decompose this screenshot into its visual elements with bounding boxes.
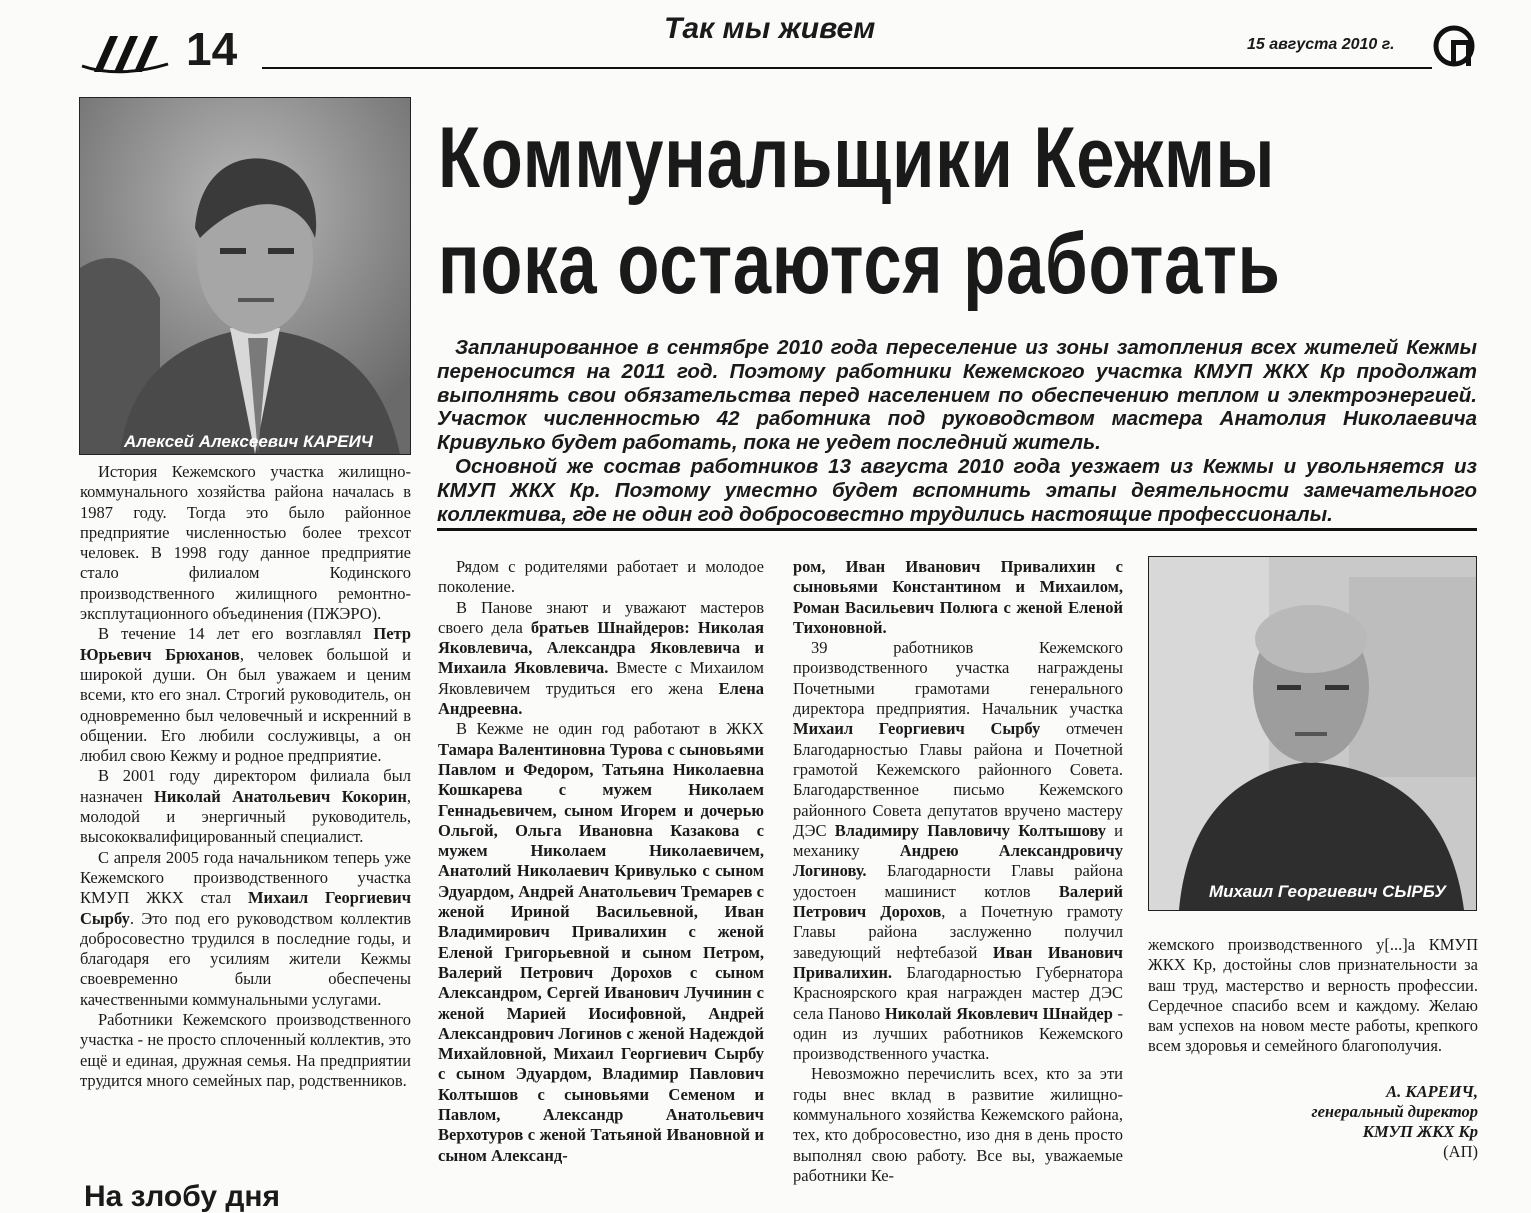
text: , а Почетную грамоту Главы района заслуженно получил заведующий нефтебазой bbox=[793, 902, 1123, 962]
text: , молодой и энергичный руководитель, высококвалифицированный специалист. bbox=[80, 786, 411, 847]
header-rule bbox=[262, 67, 1432, 69]
signature-org: КМУП ЖКХ Кр bbox=[1362, 1122, 1478, 1141]
lead-paragraph-1: Запланированное в сентябре 2010 года переселение из зоны затопления всех жителей Кежмы переносится на 2011 год. Поэтому работники Кежемского участка КМУП ЖКХ Кр продолжат выполнять свои обязательства перед населением по обеспечению теплом и электроэнергией. Участок численностью 42 работника под руководством мастера Анатолия Николаевича Кривулько будет работать, пока не уедет последний житель. bbox=[437, 336, 1477, 455]
person-name: Петр Юрьевич Брюханов bbox=[80, 624, 411, 664]
signature-title: генеральный директор bbox=[1311, 1102, 1478, 1121]
caption-kareich: Алексей Алексеевич КАРЕИЧ bbox=[124, 432, 373, 451]
person-name: Андрею Александровичу Логинову. bbox=[793, 841, 1123, 881]
person-name: братьев Шнайдеров: Николая Яковлевича, Александра Яковлевича и Михаила Яковлевича. bbox=[438, 617, 764, 678]
issue-date: 15 августа 2010 г. bbox=[1247, 36, 1395, 53]
person-name: Михаил Георгиевич Сырбу bbox=[793, 719, 1041, 739]
person-name: Николай Яковлевич Шнайдер bbox=[884, 1003, 1113, 1023]
col1-paragraph-4 bbox=[80, 848, 411, 1010]
newspaper-logo-icon bbox=[80, 30, 175, 78]
column-3 bbox=[793, 557, 1123, 1186]
col3-paragraph-2 bbox=[793, 638, 1123, 1064]
text: С апреля 2005 года начальником теперь уже Кежемского производственного участка КМУП ЖКХ стал bbox=[80, 847, 411, 908]
col3-paragraph-3: Невозможно перечислить всех, кто за эти годы внес вклад в развитие жилищно-коммунального хозяйства Кежемского района, тех, кто добросовестно, изо дня в день просто выполнял свою работу. Все вы, уважаемые работники Ке- bbox=[793, 1064, 1123, 1185]
article-lead bbox=[437, 336, 1477, 526]
text: В течение 14 лет его возглавлял bbox=[98, 624, 374, 644]
col4-paragraph-1: жемского производственного у[...]а КМУП ЖКХ Кр, достойны слов признательности за ваш труд, мастерство и верность профессии. Сердечное спасибо всем и каждому. Желаю вам успехов на новом месте работы, крепкого всем здоровья и семейного благополучия. bbox=[1148, 935, 1478, 1056]
col3-paragraph-1 bbox=[793, 557, 1123, 638]
source-mark: (АП) bbox=[1443, 1142, 1478, 1161]
page-number: 14 bbox=[186, 23, 238, 75]
col2-paragraph-1: Рядом с родителями работает и молодое поколение. bbox=[438, 557, 764, 597]
col1-paragraph-3 bbox=[80, 766, 411, 847]
portrait-syrbu-image bbox=[1149, 557, 1476, 910]
person-name: Валерий Петрович Дорохов bbox=[793, 881, 1123, 922]
person-name: Иван Иванович Привалихин. bbox=[793, 942, 1123, 982]
newspaper-logo bbox=[80, 30, 170, 75]
publication-logo-icon bbox=[1433, 24, 1475, 68]
lead-paragraph-2: Основной же состав работников 13 августа 2010 года уезжает из Кежмы и увольняется из КМУП ЖКХ Кр. Поэтому уместно будет вспомнить этапы деятельности замечательного коллектива, где не один год добросовестно трудились настоящие профессионалы. bbox=[437, 454, 1477, 526]
column-4 bbox=[1148, 935, 1478, 1057]
text: отмечен Благодарностью Главы района и Почетной грамотой Кежемского районного Совета. Благодарственное письмо Кежемского районного Совета депутатов вручено мастеру ДЭС bbox=[793, 719, 1123, 840]
signature-block bbox=[1148, 1082, 1478, 1162]
text: В Кежме не один год работают в ЖКХ bbox=[456, 719, 764, 739]
photo-kareich bbox=[79, 97, 411, 455]
col2-paragraph-2 bbox=[438, 598, 764, 720]
col1-paragraph-2 bbox=[80, 624, 411, 766]
person-name: Николай Анатольевич Кокорин bbox=[154, 786, 407, 806]
text: , человек большой и широкой души. Он был уважаем и ценим всеми, кто его знал. Строгий руководитель, он одновременно был человечный и искренний в общении. Его любили сослуживцы, а он любил свою Кежму и родное предприятие. bbox=[80, 644, 411, 766]
text: - один из лучших работников Кежемского производственного участка. bbox=[793, 1003, 1123, 1064]
text: 39 работников Кежемского производственного участка награждены Почетными грамотами генерального директора предприятия. Начальник участка bbox=[793, 638, 1123, 719]
portrait-kareich-image bbox=[80, 98, 410, 454]
headline-line1: Коммунальщики Кежмы bbox=[438, 110, 1276, 206]
person-name: Михаил Георгиевич Сырбу bbox=[80, 888, 411, 928]
photo-syrbu bbox=[1148, 556, 1477, 911]
col1-paragraph-1: История Кежемского участка жилищно-коммунального хозяйства района началась в 1987 году. Тогда это было районное предприятие численностью более трехсот человек. В 1998 году данное предприятие стало филиалом Кодинского производственного жилищного ремонтно-эксплутационного объединения (ПЖЭРО). bbox=[80, 462, 411, 624]
rubric-title: Так мы живем bbox=[664, 12, 876, 45]
person-names-list: Тамара Валентиновна Турова с сыновьями Павлом и Федором, Татьяна Николаевна Кошкарева с мужем Николаем Геннадьевичем, сыном Игорем и дочерью Ольгой, Ольга Ивановна Казакова с мужем Николаем Николаевичем, Анатолий Николаевич Кривулько с сыном Эдуардом, Андрей Анатольевич Тремарев с женой Ириной Васильевной, Иван Владимирович Привалихин с женой Еленой Григорьевной и сыном Петром, Валерий Петрович Дорохов с сыном Александром, Сергей Иванович Лучинин с женой Марией Иосифовной, Андрей Александрович Логинов с женой Надеждой Михайловной, Михаил Георгиевич Сырбу с сыном Эдуардом, Владимир Павлович Колтышов с сыновьями Семеном и Павлом, Александр Анатольевич Верхотуров с женой Татьяной Ивановной и сыном Александ- bbox=[438, 739, 764, 1165]
text: Благодарностью Губернатора Красноярского края награжден мастер ДЭС села Паново bbox=[793, 962, 1123, 1023]
text: Благодарности Главы района удостоен машинист котлов bbox=[793, 861, 1123, 901]
person-names-list: ром, Иван Иванович Привалихин с сыновьями Константином и Михаилом, Роман Васильевич Полюга с женой Еленой Тихоновной. bbox=[793, 557, 1123, 637]
column-2 bbox=[438, 557, 764, 1166]
column-1 bbox=[80, 462, 411, 1091]
text: В 2001 году директором филиала был назначен bbox=[80, 766, 411, 806]
signature-name: А. КАРЕИЧ, bbox=[1386, 1082, 1478, 1101]
text: Вместе с Михаилом Яковлевичем трудиться его жена bbox=[438, 658, 764, 698]
text: и механику bbox=[793, 820, 1123, 861]
lead-rule bbox=[437, 528, 1477, 531]
person-name: Елена Андреевна. bbox=[438, 678, 764, 719]
person-name: Владимиру Павловичу Колтышову bbox=[834, 820, 1106, 840]
headline-line2: пока остаются работать bbox=[438, 216, 1281, 312]
next-article-headline-cut: На злобу дня bbox=[84, 1180, 281, 1213]
col2-paragraph-3 bbox=[438, 719, 764, 1166]
text: . Это под его руководством коллектив добросовестно трудился в последние годы, и благодаря его усилиям жители Кежмы своевременно были обеспечены качественными коммунальными услугами. bbox=[80, 908, 411, 1009]
col1-paragraph-5: Работники Кежемского производственного участка - не просто сплоченный коллектив, это ещё и единая, дружная семья. На предприятии трудится много семейных пар, родственников. bbox=[80, 1010, 411, 1090]
text: В Панове знают и уважают мастеров своего дела bbox=[438, 597, 764, 637]
caption-syrbu: Михаил Георгиевич СЫРБУ bbox=[1209, 882, 1446, 901]
